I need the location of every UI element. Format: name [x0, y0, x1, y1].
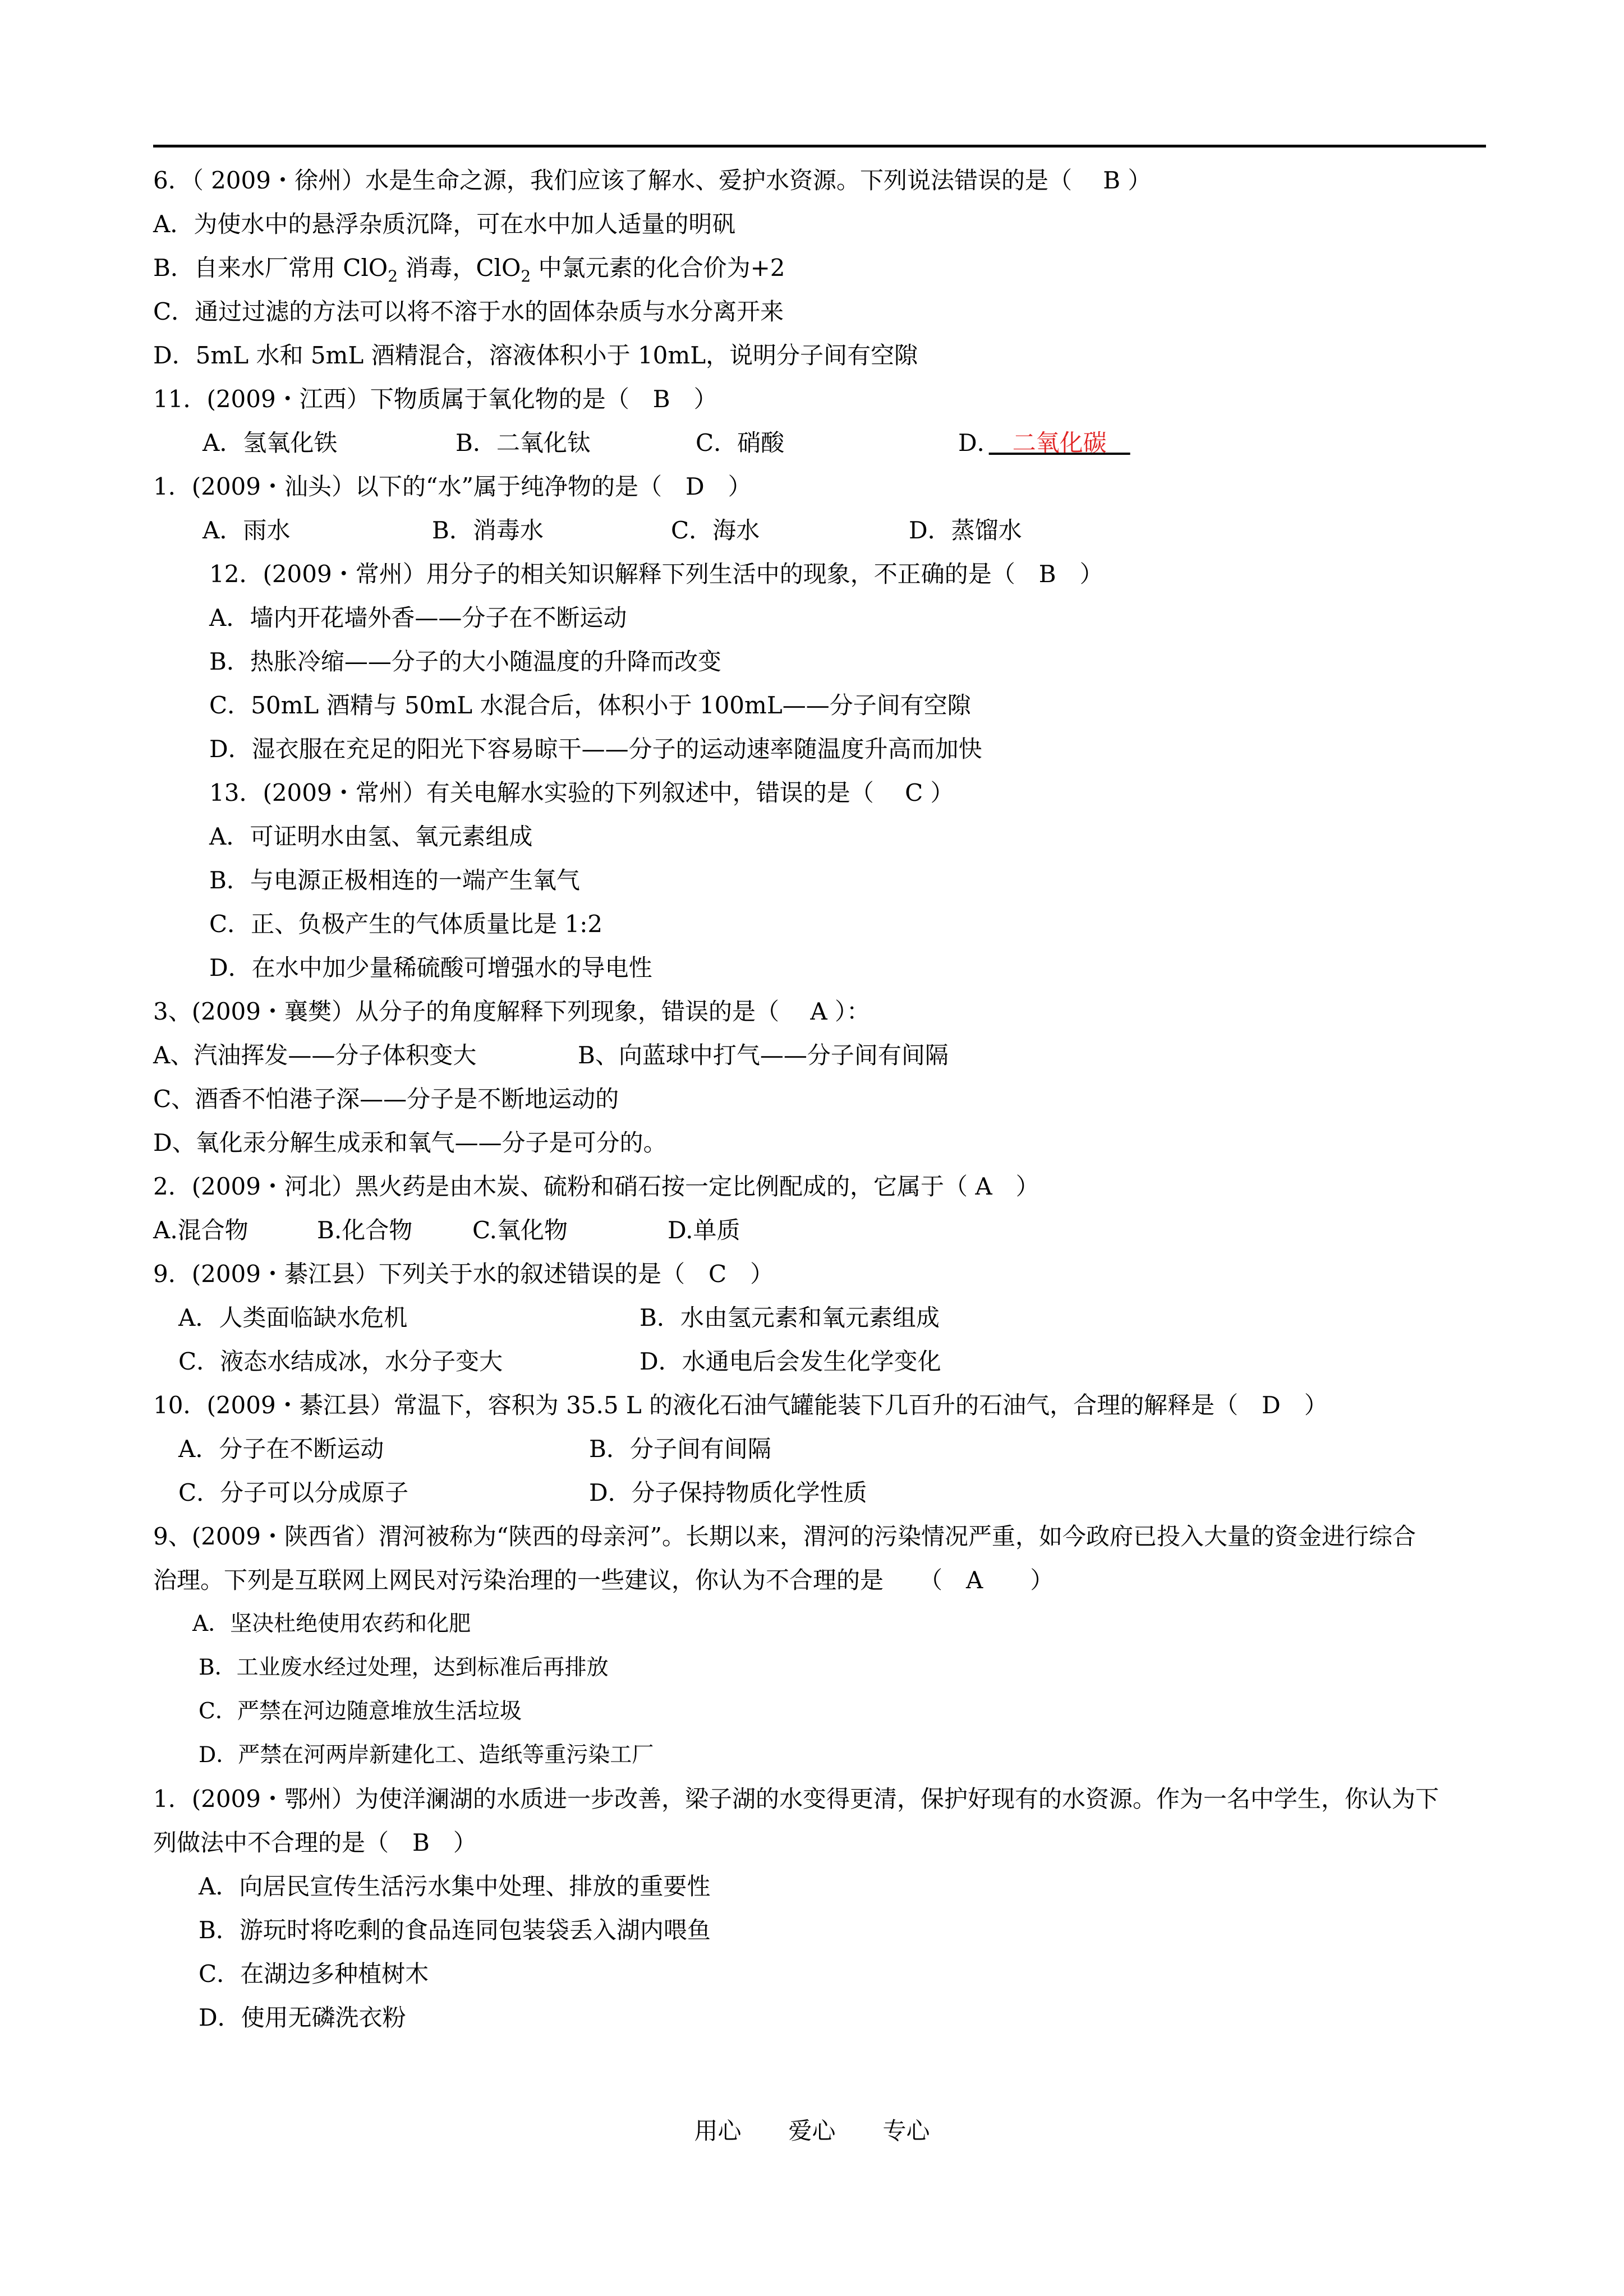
page-footer: 用心 爱心 专心: [694, 2117, 930, 2145]
option-c-shantou: C．海水: [671, 517, 760, 544]
option-c-qijiang-10: C．分子可以分成原子: [178, 1479, 409, 1506]
question-stem-xuzhou: 6．（ 2009・徐州）水是生命之源，我们应该了解水、爱护水资源。下列说法错误的是（ B ）: [153, 167, 1152, 194]
option-c-jiangxi: C．硝酸: [696, 429, 785, 457]
option-a-shantou: A．雨水: [203, 517, 291, 544]
question-stem-hebei: 2．(2009・河北）黑火药是由木炭、硫粉和硝石按一定比例配成的，它属于（ A ）: [153, 1173, 1039, 1200]
option-d-changzhou-12: D．湿衣服在充足的阳光下容易晾干——分子的运动速率随温度升高而加快: [209, 735, 982, 763]
option-b-qijiang-10: B．分子间有间隔: [589, 1435, 771, 1463]
option-b-changzhou-12: B．热胀冷缩——分子的大小随温度的升降而改变: [209, 648, 721, 675]
option-c-changzhou-13: C．正、负极产生的气体质量比是 1:2: [209, 910, 603, 938]
option-d-xuzhou: D．5mL 水和 5mL 酒精混合，溶液体积小于 10mL，说明分子间有空隙: [153, 342, 918, 369]
option-b-shaanxi: B．工业废水经过处理，达到标准后再排放: [199, 1655, 609, 1680]
option-b-hebei: B.化合物: [317, 1216, 413, 1244]
option-c-changzhou-12: C．50mL 酒精与 50mL 水混合后，体积小于 100mL——分子间有空隙: [209, 691, 971, 719]
option-d-changzhou-13: D．在水中加少量稀硫酸可增强水的导电性: [209, 954, 652, 981]
option-a-hebei: A.混合物: [153, 1216, 249, 1244]
question-stem-shantou: 1．(2009・汕头）以下的“水”属于纯净物的是（ D ）: [153, 473, 752, 500]
option-b-changzhou-13: B．与电源正极相连的一端产生氧气: [209, 866, 580, 894]
question-stem-ezhou-line1: 1．(2009・鄂州）为使洋澜湖的水质进一步改善，梁子湖的水变得更清，保护好现有的水资源。作为一名中学生，你认为下: [153, 1785, 1439, 1813]
question-stem-shaanxi-line2: 治理。下列是互联网上网民对污染治理的一些建议，你认为不合理的是 （ A ）: [153, 1566, 1054, 1594]
question-stem-changzhou-12: 12．(2009・常州）用分子的相关知识解释下列生活中的现象，不正确的是（ B ）: [209, 560, 1103, 588]
answer-fill-in: 二氧化碳: [988, 429, 1130, 457]
option-b-jiangxi: B．二氧化钛: [456, 429, 591, 457]
option-b-xiangfan: B、向蓝球中打气——分子间有间隔: [578, 1041, 949, 1069]
option-a-xiangfan: A、汽油挥发——分子体积变大: [153, 1041, 477, 1069]
option-d-shantou: D．蒸馏水: [909, 517, 1022, 544]
question-stem-changzhou-13: 13．(2009・常州）有关电解水实验的下列叙述中，错误的是（ C ）: [209, 779, 954, 806]
option-b-qijiang-9: B．水由氢元素和氧元素组成: [640, 1304, 940, 1331]
option-d-hebei: D.单质: [668, 1216, 740, 1244]
option-a-jiangxi: A．氢氧化铁: [203, 429, 338, 457]
option-a-xuzhou: A．为使水中的悬浮杂质沉降，可在水中加人适量的明矾: [153, 210, 736, 238]
question-stem-ezhou-line2: 列做法中不合理的是（ B ）: [153, 1829, 477, 1856]
option-c-xuzhou: C．通过过滤的方法可以将不溶于水的固体杂质与水分离开来: [153, 298, 784, 325]
option-c-ezhou: C．在湖边多种植树木: [199, 1960, 429, 1988]
option-b-ezhou: B．游玩时将吃剩的食品连同包装袋丢入湖内喂鱼: [199, 1916, 711, 1944]
option-a-qijiang-9: A．人类面临缺水危机: [178, 1304, 408, 1331]
option-a-changzhou-13: A．可证明水由氢、氧元素组成: [209, 823, 533, 850]
header-rule: [153, 145, 1486, 147]
option-d-qijiang-10: D．分子保持物质化学性质: [589, 1479, 867, 1506]
option-a-ezhou: A．向居民宣传生活污水集中处理、排放的重要性: [199, 1873, 711, 1900]
option-d-shaanxi: D．严禁在河两岸新建化工、造纸等重污染工厂: [199, 1742, 654, 1768]
question-stem-xiangfan: 3、(2009・襄樊）从分子的角度解释下列现象，错误的是（ A ）：: [153, 998, 871, 1025]
option-a-shaanxi: A．坚决杜绝使用农药和化肥: [192, 1611, 471, 1636]
option-b-shantou: B．消毒水: [432, 517, 544, 544]
question-stem-jiangxi: 11．(2009・江西）下物质属于氧化物的是（ B ）: [153, 385, 717, 413]
option-c-hebei: C.氧化物: [472, 1216, 568, 1244]
option-a-qijiang-10: A．分子在不断运动: [178, 1435, 384, 1463]
question-stem-qijiang-10: 10．(2009・綦江县）常温下，容积为 35.5 L 的液化石油气罐能装下几百升的石油气，合理的解释是（ D ）: [153, 1391, 1328, 1419]
option-c-shaanxi: C．严禁在河边随意堆放生活垃圾: [199, 1699, 522, 1724]
option-d-qijiang-9: D．水通电后会发生化学变化: [640, 1348, 941, 1375]
question-stem-qijiang-9: 9．(2009・綦江县）下列关于水的叙述错误的是（ C ）: [153, 1260, 774, 1288]
option-d-ezhou: D．使用无磷洗衣粉: [199, 2004, 406, 2031]
option-d-jiangxi: D． 二氧化碳: [958, 429, 1130, 457]
option-b-xuzhou: B．自来水厂常用 ClO$_2$ 消毒，ClO$_2$ 中氯元素的化合价为+2: [153, 254, 785, 285]
option-c-qijiang-9: C．液态水结成冰，水分子变大: [178, 1348, 503, 1375]
option-a-changzhou-12: A．墙内开花墙外香——分子在不断运动: [209, 604, 627, 631]
question-stem-shaanxi-line1: 9、(2009・陕西省）渭河被称为“陕西的母亲河”。长期以来，渭河的污染情况严重，如今政府已投入大量的资金进行综合: [153, 1523, 1416, 1550]
option-d-xiangfan: D、氧化汞分解生成汞和氧气——分子是可分的。: [153, 1129, 667, 1156]
option-c-xiangfan: C、酒香不怕港子深——分子是不断地运动的: [153, 1085, 619, 1113]
